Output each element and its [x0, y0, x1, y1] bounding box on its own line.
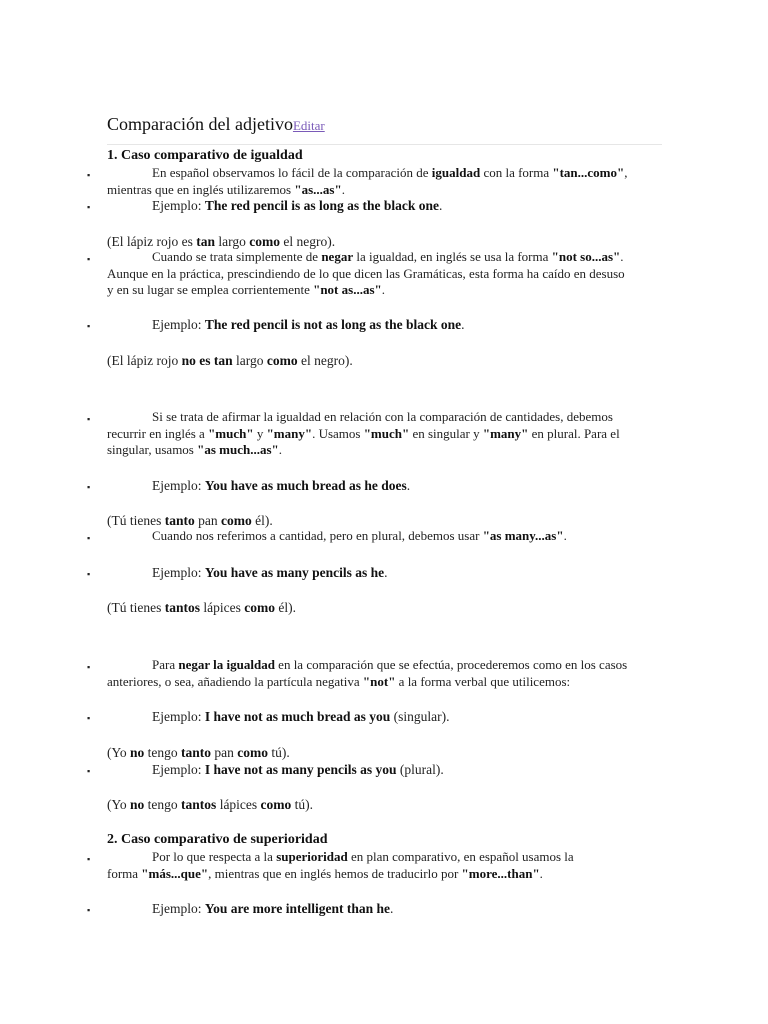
translation-6: (Yo no tengo tantos lápices como tú). — [107, 797, 314, 812]
translation-5: (Yo no tengo tanto pan como tú). — [107, 745, 290, 760]
heading-superioridad: 2. Caso comparativo de superioridad — [107, 832, 328, 847]
section-title: Comparación del adjetivo — [107, 114, 293, 134]
example-6: Ejemplo: I have not as many pencils as you (plural). — [152, 762, 444, 777]
bullet-12: ▪ — [87, 854, 91, 864]
translation-3: (Tú tienes tanto pan como él). — [107, 513, 273, 528]
edit-link[interactable]: Editar — [292, 118, 325, 133]
heading-igualdad: 1. Caso comparativo de igualdad — [107, 148, 303, 163]
bullet-7: ▪ — [87, 533, 91, 543]
translation-1: (El lápiz rojo es tan largo como el negro). — [107, 234, 336, 249]
bullet-8: ▪ — [87, 569, 91, 579]
bullet-2: ▪ — [87, 202, 91, 212]
example-4: Ejemplo: You have as many pencils as he. — [152, 565, 388, 580]
example-3: Ejemplo: You have as much bread as he does. — [152, 478, 411, 493]
bullet-3: ▪ — [87, 254, 91, 264]
paragraph-1: En español observamos lo fácil de la comparación de igualdad con la forma "tan...como", mientras que en inglés utilizaremos "as...as". — [107, 165, 628, 197]
example-5: Ejemplo: I have not as much bread as you (singular). — [152, 709, 450, 724]
paragraph-6: Por lo que respecta a la superioridad en plan comparativo, en español usamos la forma "más...que", mientras que en inglés hemos de traducirlo por "more...than". — [107, 849, 574, 881]
paragraph-2: Cuando se trata simplemente de negar la igualdad, en inglés se usa la forma "not so...as". Aunque en la práctica, prescindiendo de lo que dicen las Gramáticas, esta forma ha caído en desuso y en su lugar se emplea corrientemente "not as...as". — [107, 249, 625, 297]
example-7: Ejemplo: You are more intelligent than he. — [152, 901, 394, 916]
bullet-5: ▪ — [87, 414, 91, 424]
section-header — [107, 114, 662, 145]
bullet-11: ▪ — [87, 766, 91, 776]
example-1: Ejemplo: The red pencil is as long as the black one. — [152, 198, 443, 213]
translation-4: (Tú tienes tantos lápices como él). — [107, 600, 296, 615]
bullet-4: ▪ — [87, 321, 91, 331]
bullet-13: ▪ — [87, 905, 91, 915]
bullet-9: ▪ — [87, 662, 91, 672]
bullet-10: ▪ — [87, 713, 91, 723]
bullet-1: ▪ — [87, 170, 91, 180]
example-2: Ejemplo: The red pencil is not as long as the black one. — [152, 317, 465, 332]
translation-2: (El lápiz rojo no es tan largo como el negro). — [107, 353, 353, 368]
bullet-6: ▪ — [87, 482, 91, 492]
paragraph-5: Para negar la igualdad en la comparación que se efectúa, procederemos como en los casos anteriores, o sea, añadiendo la partícula negativa "not" a la forma verbal que utilicemos: — [107, 657, 628, 689]
paragraph-4: Cuando nos referimos a cantidad, pero en plural, debemos usar "as many...as". — [152, 528, 567, 543]
paragraph-3: Si se trata de afirmar la igualdad en relación con la comparación de cantidades, debemos recurrir en inglés a "much" y "many". Usamos "much" en singular y "many" en plural. Para el singular, usamos "as much...as". — [107, 409, 620, 457]
